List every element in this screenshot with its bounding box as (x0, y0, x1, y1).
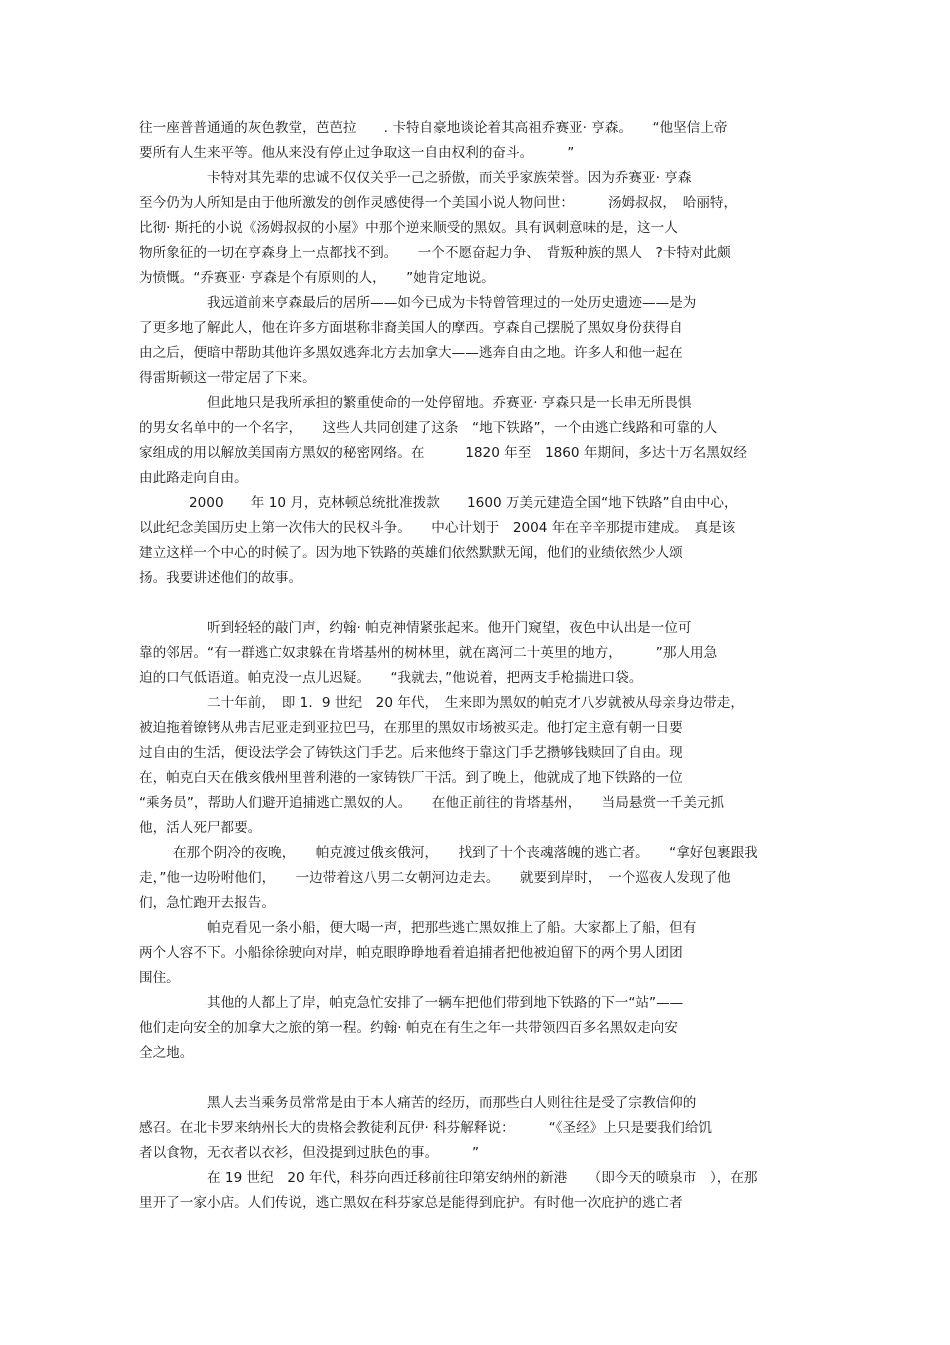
text-line: 全之地。 (139, 1045, 194, 1061)
text-line: 为愤慨。“乔赛亚· 亨森是个有原则的人， ”她肯定地说。 (139, 270, 495, 286)
text-line: 得雷斯顿这一带定居了下来。 (139, 370, 316, 386)
text-line: 家组成的用以解放美国南方黑奴的秘密网络。在 1820 年至 1860 年期间，多达十万名黑奴经 (139, 445, 747, 461)
text-line: 由之后，便暗中帮助其他许多黑奴逃奔北方去加拿大——逃奔自由之地。许多人和他一起在 (139, 345, 683, 361)
text-line: 2000 年 10 月，克林顿总统批准拨款 1600 万美元建造全国“地下铁路”自由中心， (189, 495, 738, 511)
text-line: 的男女名单中的一个名字， 这些人共同创建了这条 “地下铁路”，一个由逃亡线路和可靠的人 (139, 420, 718, 436)
text-line: 围住。 (139, 970, 180, 986)
text-line: 卡特对其先辈的忠诚不仅仅关乎一己之骄傲，而关乎家族荣誉。因为乔赛亚· 亨森 (207, 170, 692, 186)
text-line: 我远道前来亨森最后的居所——如今已成为卡特曾管理过的一处历史遗迹——是为 (207, 295, 697, 311)
text-line: 过自由的生活，便设法学会了铸铁这门手艺。后来他终于靠这门手艺攒够钱赎回了自由。现 (139, 745, 683, 761)
text-line: 他，活人死尸都要。 (139, 820, 262, 836)
text-line: 以此纪念美国历史上第一次伟大的民权斗争。 中心计划于 2004 年在辛辛那提市建成。 真是该 (139, 520, 736, 536)
text-line: 要所有人生来平等。他从来没有停止过争取这一自由权利的奋斗。 ” (139, 145, 575, 161)
text-line: 在，帕克白天在俄亥俄州里普利港的一家铸铁厂干活。到了晚上，他就成了地下铁路的一位 (139, 770, 683, 786)
text-line: 迫的口气低语道。帕克没一点儿迟疑。 “我就去，”他说着，把两支手枪揣进口袋。 (139, 670, 643, 686)
text-line: 走，”他一边吩咐他们， 一边带着这八男二女朝河边走去。 就要到岸时， 一个巡夜人发现了他 (139, 870, 731, 886)
text-line: 物所象征的一切在亨森身上一点都找不到。 一个不愿奋起力争、 背叛种族的黑人 ?卡特对此颇 (139, 245, 731, 261)
text-line: 者以食物，无衣者以衣衫，但没提到过肤色的事。 ” (139, 1145, 480, 1161)
text-line: 往一座普普通通的灰色教堂，芭芭拉 . 卡特自豪地谈论着其高祖乔赛亚· 亨森。 “他坚信上帝 (139, 120, 728, 136)
text-line: 在 19 世纪 20 年代，科芬向西迁移前往印第安纳州的新港 （即今天的喷泉市 ），在那 (207, 1170, 758, 1186)
text-line: 在那个阴冷的夜晚， 帕克渡过俄亥俄河， 找到了十个丧魂落魄的逃亡者。 “拿好包裹跟我 (173, 845, 758, 861)
text-line: 感召。在北卡罗来纳州长大的贵格会教徒利瓦伊· 科芬解释说： “《圣经》上只是要我们给饥 (139, 1120, 713, 1136)
text-line: 由此路走向自由。 (139, 470, 248, 486)
text-line: 里开了一家小店。人们传说，逃亡黑奴在科芬家总是能得到庇护。有时他一次庇护的逃亡者 (139, 1195, 683, 1211)
text-line: 其他的人都上了岸，帕克急忙安排了一辆车把他们带到地下铁路的下一“站”—— (207, 995, 684, 1011)
text-line: 比彻· 斯托的小说《汤姆叔叔的小屋》中那个逆来顺受的黑奴。具有讽刺意味的是，这一人 (139, 220, 678, 236)
text-line: 至今仍为人所知是由于他所激发的创作灵感使得一个美国小说人物问世： 汤姆叔叔， 哈丽特， (139, 195, 738, 211)
text-line: 被迫拖着镣铐从弗吉尼亚走到亚拉巴马，在那里的黑奴市场被买走。他打定主意有朝一日要 (139, 720, 683, 736)
text-line: 二十年前， 即 1．9 世纪 20 年代， 生来即为黑奴的帕克才八岁就被从母亲身边带走， (207, 695, 744, 711)
text-line: 们，急忙跑开去报告。 (139, 895, 275, 911)
text-line: 靠的邻居。“有一群逃亡奴隶躲在肯塔基州的树林里，就在离河二十英里的地方， ”那人用急 (139, 645, 718, 661)
text-line: 听到轻轻的敲门声，约翰· 帕克神情紧张起来。他开门窥望，夜色中认出是一位可 (207, 620, 692, 636)
text-line: 两个人容不下。小船徐徐驶向对岸，帕克眼睁睁地看着追捕者把他被迫留下的两个男人团团 (139, 945, 683, 961)
text-line: 建立这样一个中心的时候了。因为地下铁路的英雄们依然默默无闻，他们的业绩依然少人颂 (139, 545, 683, 561)
text-line: 他们走向安全的加拿大之旅的第一程。约翰· 帕克在有生之年一共带领四百多名黑奴走向安 (139, 1020, 678, 1036)
text-line: 但此地只是我所承担的繁重使命的一处停留地。乔赛亚· 亨森只是一长串无所畏惧 (207, 395, 692, 411)
text-line: 扬。我要讲述他们的故事。 (139, 570, 303, 586)
text-line: 了更多地了解此人，他在许多方面堪称非裔美国人的摩西。亨森自己摆脱了黑奴身份获得自 (139, 320, 683, 336)
text-line: 黑人去当乘务员常常是由于本人痛苦的经历，而那些白人则往往是受了宗教信仰的 (207, 1095, 697, 1111)
text-line: “乘务员”，帮助人们避开追捕逃亡黑奴的人。 在他正前往的肯塔基州， 当局悬赏一千美元抓 (139, 795, 725, 811)
text-line: 帕克看见一条小船，便大喝一声，把那些逃亡黑奴推上了船。大家都上了船，但有 (207, 920, 697, 936)
